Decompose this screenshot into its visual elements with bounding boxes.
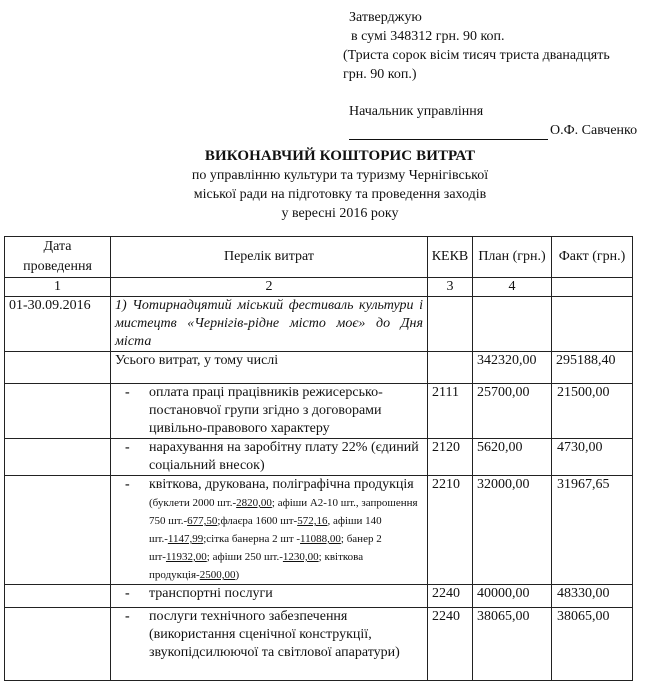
detail-separator: ; <box>217 515 221 527</box>
bullet-dash: - <box>125 440 130 455</box>
column-number-row <box>5 278 633 297</box>
total-plan: 342320,00 <box>473 352 552 384</box>
col-number-4: 4 <box>473 278 552 297</box>
header-kekv: КЕКВ <box>428 237 473 278</box>
detail-label: квіткова продукція- <box>149 551 364 581</box>
table-row <box>5 476 633 585</box>
table-row <box>5 384 633 439</box>
detail-amount: 572,16 <box>297 515 328 527</box>
table-row <box>5 608 633 681</box>
kekv-code: 2210 <box>428 476 473 585</box>
approval-amount-words: (Триста сорок вісім тисяч триста дванадцять <box>343 48 610 63</box>
bullet-dash: - <box>125 586 130 601</box>
detail-label: (буклети 2000 шт.- <box>149 497 237 509</box>
signature-line <box>343 121 648 140</box>
detail-separator: , <box>327 515 333 527</box>
plan-amount: 38065,00 <box>473 608 552 681</box>
fact-amount: 48330,00 <box>552 585 633 608</box>
detail-separator: ; <box>203 533 207 545</box>
event-date: 01-30.09.2016 <box>5 297 111 352</box>
detail-separator: ; <box>318 551 325 563</box>
expense-text: оплата праці працівників режисерсько-постановчої групи згідно з договорами цивільно-правового характеру <box>149 385 383 436</box>
approval-label: Затверджую <box>349 10 422 25</box>
table-row <box>5 585 633 608</box>
event-row <box>5 297 633 352</box>
header-row <box>5 237 633 278</box>
detail-label: афіши 140 шт.- <box>149 515 382 545</box>
header-plan: План (грн.) <box>473 237 552 278</box>
fact-amount: 21500,00 <box>552 384 633 439</box>
title-line-1: по управлінню культури та туризму Чернігівської <box>191 168 489 183</box>
detail-amount: 1230,00 <box>282 551 319 563</box>
fact-amount: 4730,00 <box>552 439 633 476</box>
bullet-dash: - <box>125 609 130 624</box>
total-label: Усього витрат, у тому числі <box>111 352 428 384</box>
approval-amount-words-cont: грн. 90 коп.) <box>343 67 417 82</box>
total-row <box>5 352 633 384</box>
col-number-2: 2 <box>111 278 428 297</box>
header-items: Перелік витрат <box>111 237 428 278</box>
kekv-code: 2240 <box>428 585 473 608</box>
detail-separator: ; <box>206 551 213 563</box>
detail-separator: ; <box>271 497 278 509</box>
detail-label: флаєра 1600 шт- <box>220 515 298 527</box>
detail-amount: 1147,99 <box>167 533 204 545</box>
expense-text: послуги технічного забезпечення (використання сценічної конструкції, звукопідсилюючої та світлової апаратури) <box>149 609 400 660</box>
detail-separator: ) <box>235 569 240 581</box>
approver-position: Начальник управління <box>349 104 484 119</box>
kekv-code: 2120 <box>428 439 473 476</box>
bullet-dash: - <box>125 385 130 400</box>
detail-amount: 11088,00 <box>300 533 341 545</box>
detail-separator: ; <box>340 533 347 545</box>
detail-label: банер 2 шт- <box>149 533 382 563</box>
col-number-1: 1 <box>5 278 111 297</box>
title-line-2: міської ради на підготовку та проведення заходів <box>193 187 487 202</box>
detail-label: сітка банерна 2 шт - <box>206 533 301 545</box>
signature-underline <box>349 123 548 140</box>
detail-amount: 677,50 <box>187 515 218 527</box>
title-line-3: у вересні 2016 року <box>281 206 399 221</box>
expense-text: транспортні послуги <box>149 586 273 601</box>
detail-amount: 11932,00 <box>165 551 207 563</box>
header-date: Дата проведення <box>5 237 111 278</box>
detail-label: афіши А2-10 шт., запрошення 750 шт.- <box>149 497 418 527</box>
plan-amount: 5620,00 <box>473 439 552 476</box>
plan-amount: 40000,00 <box>473 585 552 608</box>
bullet-dash: - <box>125 477 130 492</box>
header-fact: Факт (грн.) <box>552 237 633 278</box>
detail-amount: 2820,00 <box>236 497 272 509</box>
kekv-code: 2111 <box>428 384 473 439</box>
table-row <box>5 439 633 476</box>
approval-block <box>343 8 648 140</box>
total-fact: 295188,40 <box>552 352 633 384</box>
document-title-block <box>0 147 650 223</box>
kekv-code: 2240 <box>428 608 473 681</box>
detail-amount: 2500,00 <box>199 569 236 581</box>
plan-amount: 32000,00 <box>473 476 552 585</box>
expense-main-text: квіткова, друкована, поліграфічна продукція <box>149 477 414 492</box>
detail-label: афіши 250 шт.- <box>212 551 283 563</box>
event-name: 1) Чотирнадцятий міський фестиваль культури і мистецтв «Чернігів-рідне місто моє» до Дня міста <box>111 297 428 352</box>
approval-amount: в сумі 348312 грн. 90 коп. <box>351 29 505 44</box>
expense-text: нарахування на заробітну плату 22% (єдиний соціальний внесок) <box>149 440 419 473</box>
approver-name: О.Ф. Савченко <box>550 123 638 138</box>
col-number-5 <box>552 278 633 297</box>
document-title: ВИКОНАВЧИЙ КОШТОРИС ВИТРАТ <box>204 148 476 164</box>
plan-amount: 25700,00 <box>473 384 552 439</box>
col-number-3: 3 <box>428 278 473 297</box>
expense-details <box>149 497 418 581</box>
expense-text <box>149 476 423 584</box>
expense-table <box>4 236 633 681</box>
fact-amount: 38065,00 <box>552 608 633 681</box>
fact-amount: 31967,65 <box>552 476 633 585</box>
